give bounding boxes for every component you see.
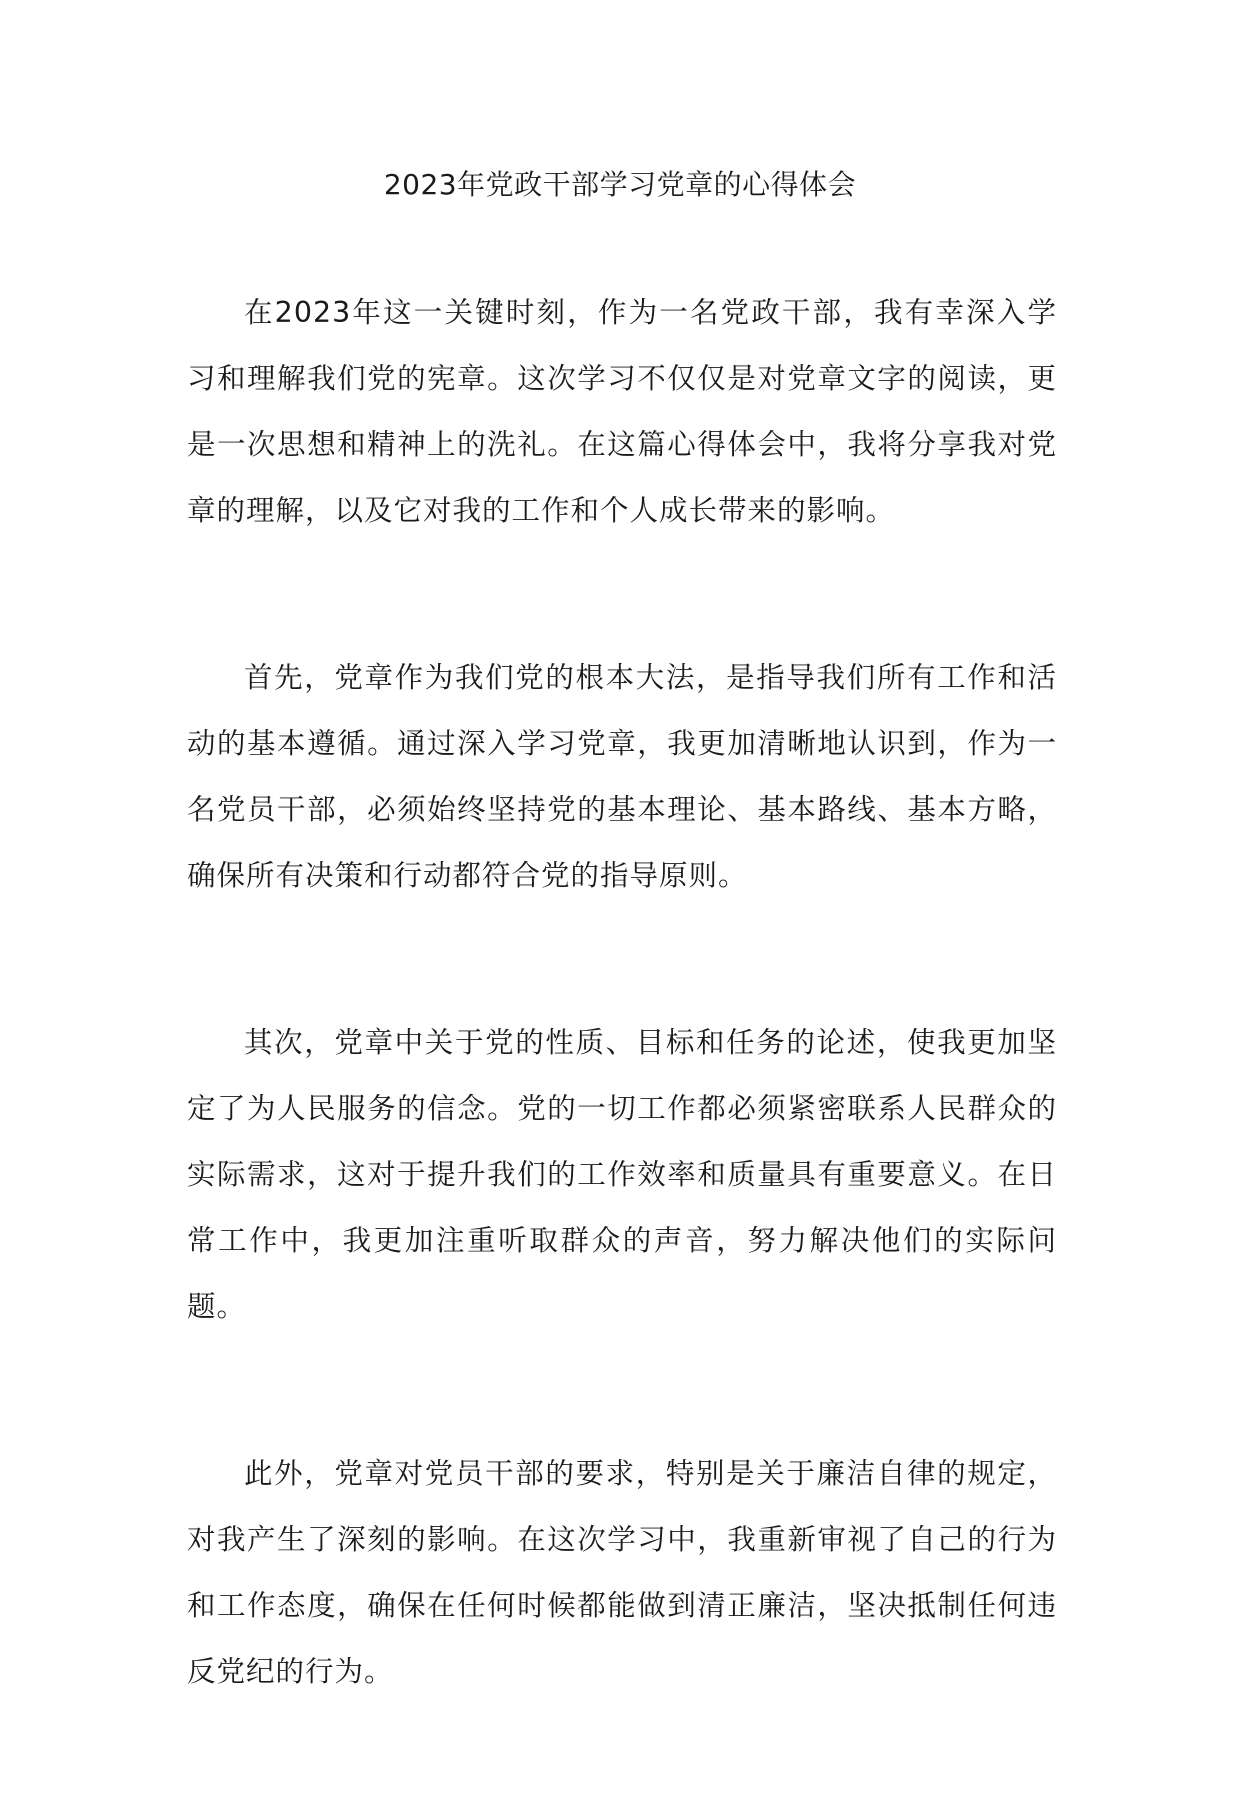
document-title: 2023年党政干部学习党章的心得体会 [383,168,857,201]
paragraph-4: 此外，党章对党员干部的要求，特别是关于廉洁自律的规定，对我产生了深刻的影响。在这次学习中，我重新审视了自己的行为和工作态度，确保在任何时候都能做到清正廉洁，坚决抵制任何违反党纪的行为。 [187,1457,1057,1688]
paragraph-3: 其次，党章中关于党的性质、目标和任务的论述，使我更加坚定了为人民服务的信念。党的一切工作都必须紧密联系人民群众的实际需求，这对于提升我们的工作效率和质量具有重要意义。在日常工作中，我更加注重听取群众的声音，努力解决他们的实际问题。 [187,1026,1057,1323]
document-body [187,280,1057,1806]
paragraph-1: 在2023年这一关键时刻，作为一名党政干部，我有幸深入学习和理解我们党的宪章。这次学习不仅仅是对党章文字的阅读，更是一次思想和精神上的洗礼。在这篇心得体会中，我将分享我对党章的理解，以及它对我的工作和个人成长带来的影响。 [187,296,1057,527]
paragraph-2: 首先，党章作为我们党的根本大法，是指导我们所有工作和活动的基本遵循。通过深入学习党章，我更加清晰地认识到，作为一名党员干部，必须始终坚持党的基本理论、基本路线、基本方略，确保所有决策和行动都符合党的指导原则。 [187,661,1057,892]
